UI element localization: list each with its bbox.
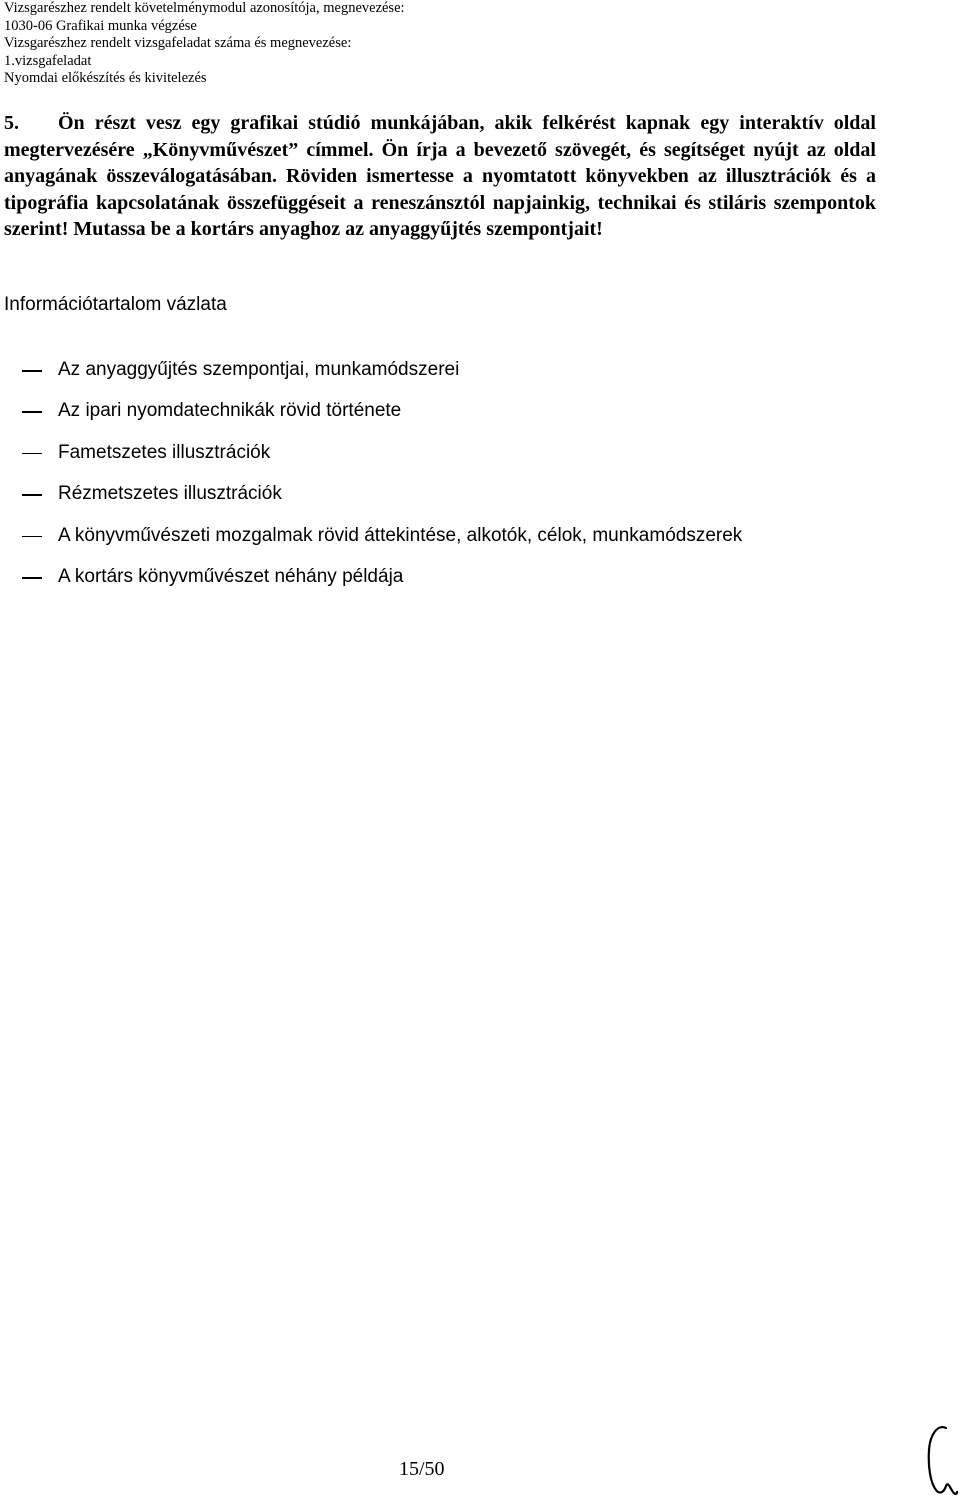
dash-bullet-icon bbox=[22, 370, 42, 372]
task-question bbox=[4, 110, 876, 243]
dash-bullet-icon bbox=[22, 536, 42, 538]
task-number: 5. bbox=[4, 112, 19, 134]
outline-item bbox=[22, 357, 742, 398]
task-text: Ön részt vesz egy grafikai stúdió munkájában, akik felkérést kapnak egy interaktív oldal megtervezésére „Könyvművészet” címmel. Ön írja a bevezető szövegét, és segítséget nyújt az oldal anyagának összeválogatásában. Röviden ismertesse a nyomtatott könyvekben az illusztrációk és a tipográfia kapcsolatának összefüggéseit a reneszánsztól napjainkig, technikai és stiláris szempontok szerint! Mutassa be a kortárs anyaghoz az anyaggyűjtés szempontjait! bbox=[4, 112, 876, 241]
outline-list bbox=[22, 357, 742, 605]
outline-item bbox=[22, 440, 742, 481]
outline-item-text: Az anyaggyűjtés szempontjai, munkamódszerei bbox=[58, 359, 460, 380]
handwritten-signature bbox=[922, 1420, 958, 1500]
exam-task-name: Nyomdai előkészítés és kivitelezés bbox=[4, 70, 207, 86]
dash-bullet-icon bbox=[22, 577, 42, 579]
dash-bullet-icon bbox=[22, 411, 42, 413]
exam-task-number: 1.vizsgafeladat bbox=[4, 52, 92, 69]
document-header bbox=[4, 0, 944, 88]
module-name: 1030-06 Grafikai munka végzése bbox=[4, 17, 197, 34]
outline-item-text: Fametszetes illusztrációk bbox=[58, 441, 271, 463]
exam-task-label: Vizsgarészhez rendelt vizsgafeladat száma és megnevezése: bbox=[4, 35, 352, 51]
outline-title: Információtartalom vázlata bbox=[4, 294, 227, 315]
outline-item bbox=[22, 523, 742, 564]
outline-item-text: Az ipari nyomdatechnikák rövid története bbox=[58, 400, 402, 422]
outline-item bbox=[22, 564, 742, 605]
outline-item bbox=[22, 398, 742, 439]
outline-item-text: A kortárs könyvművészet néhány példája bbox=[58, 565, 404, 587]
module-label: Vizsgarészhez rendelt követelménymodul azonosítója, megnevezése: bbox=[4, 0, 405, 16]
page-number: 15/50 bbox=[399, 1458, 445, 1480]
dash-bullet-icon bbox=[22, 453, 42, 455]
dash-bullet-icon bbox=[22, 494, 42, 496]
outline-item-text: Rézmetszetes illusztrációk bbox=[58, 483, 282, 505]
outline-item bbox=[22, 481, 742, 522]
outline-item-text: A könyvművészeti mozgalmak rövid áttekintése, alkotók, célok, munkamódszerek bbox=[58, 524, 743, 546]
